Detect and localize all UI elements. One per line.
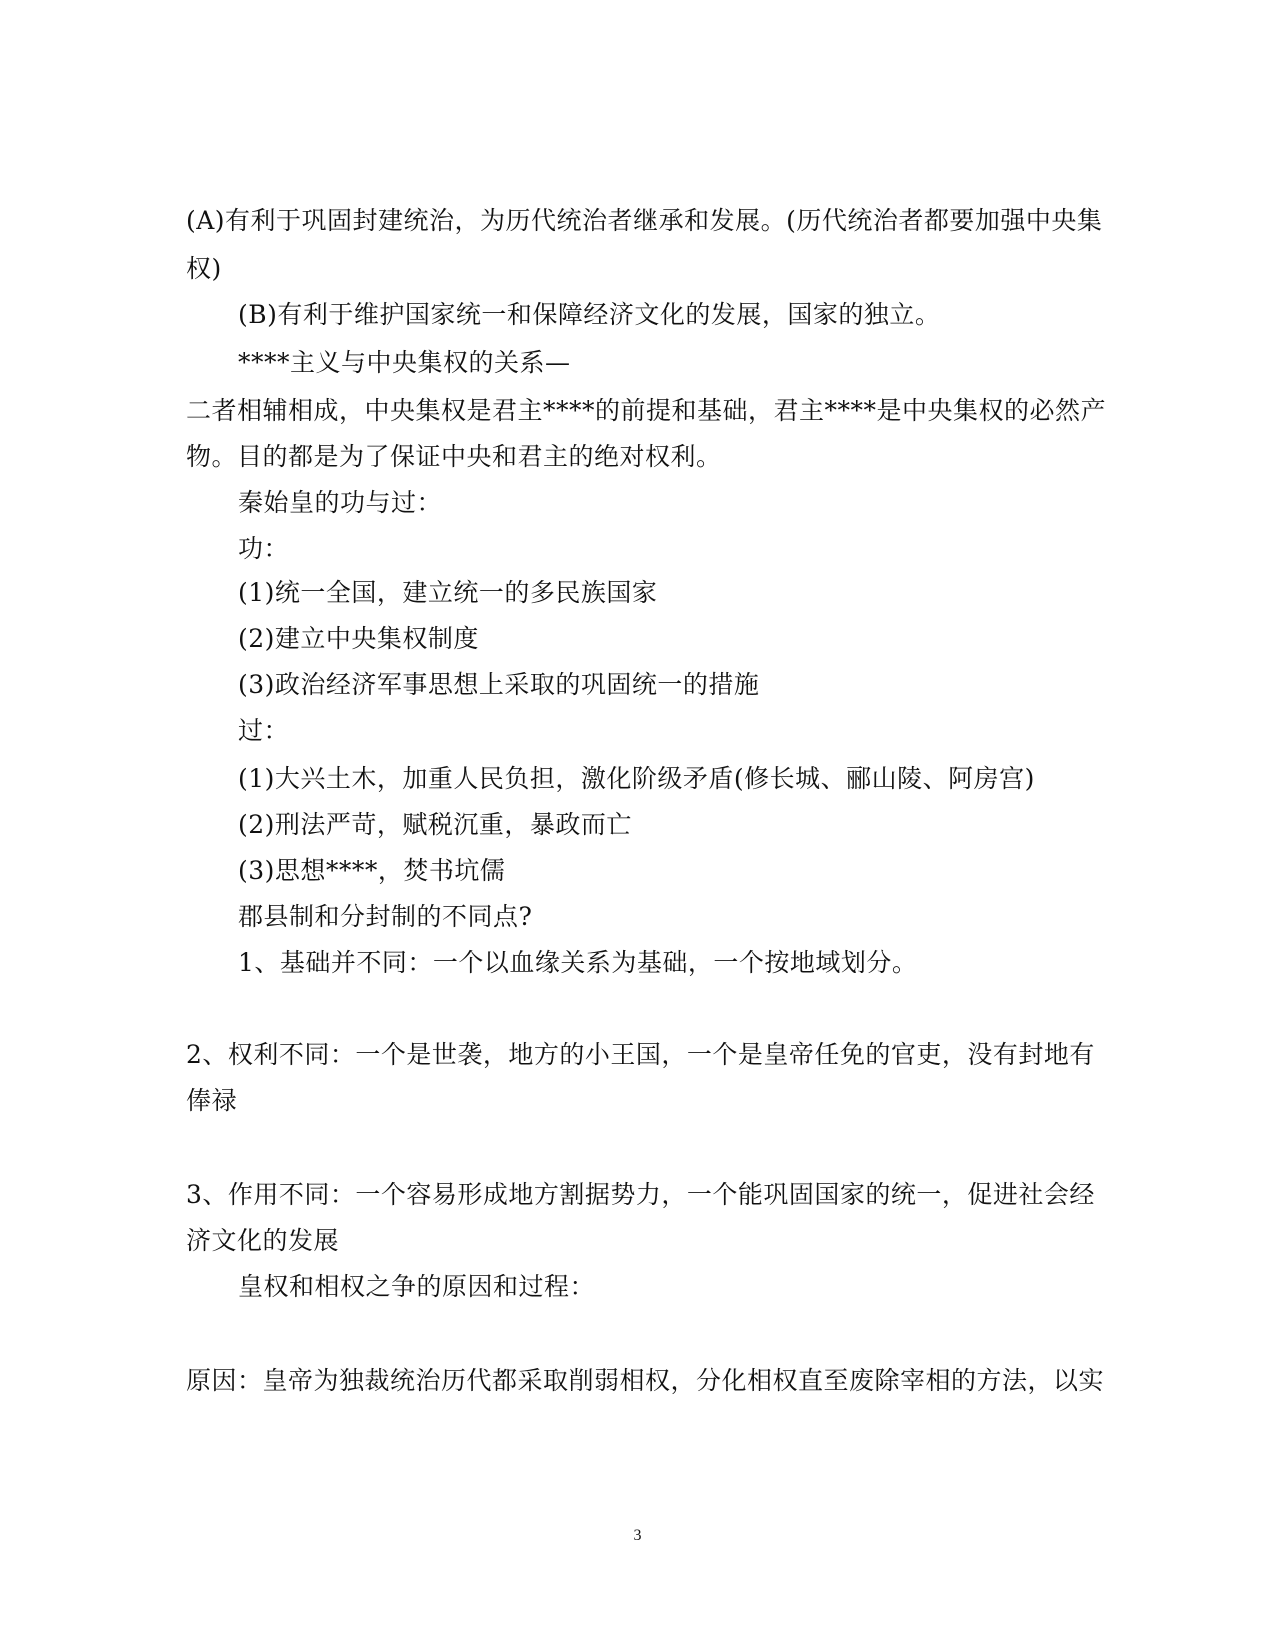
- text-line-11: (3)政治经济军事思想上采取的巩固统一的措施: [238, 670, 760, 699]
- text-line-19: 俸禄: [186, 1086, 238, 1115]
- text-line-4: ****主义与中央集权的关系—: [238, 348, 571, 377]
- text-line-3: (B)有利于维护国家统一和保障经济文化的发展，国家的独立。: [238, 300, 941, 329]
- text-line-23: 原因：皇帝为独裁统治历代都采取削弱相权，分化相权直至废除宰相的方法，以实: [186, 1366, 1105, 1395]
- text-line-1: (A)有利于巩固封建统治，为历代统治者继承和发展。(历代统治者都要加强中央集: [186, 206, 1103, 235]
- text-line-17: 1、基础并不同：一个以血缘关系为基础，一个按地域划分。: [238, 948, 918, 977]
- text-line-16: 郡县制和分封制的不同点?: [238, 902, 533, 931]
- text-line-21: 济文化的发展: [186, 1226, 340, 1255]
- text-line-13: (1)大兴土木，加重人民负担，激化阶级矛盾(修长城、郦山陵、阿房宫): [238, 764, 1035, 793]
- text-line-22: 皇权和相权之争的原因和过程：: [238, 1272, 596, 1301]
- text-line-2: 权): [186, 254, 222, 283]
- text-line-12: 过：: [238, 716, 290, 745]
- text-line-9: (1)统一全国，建立统一的多民族国家: [238, 578, 658, 607]
- text-line-18: 2、权利不同：一个是世袭，地方的小王国，一个是皇帝任免的官吏，没有封地有: [186, 1040, 1095, 1069]
- text-line-15: (3)思想****，焚书坑儒: [238, 856, 506, 885]
- text-line-14: (2)刑法严苛，赋税沉重，暴政而亡: [238, 810, 632, 839]
- text-line-7: 秦始皇的功与过：: [238, 488, 443, 517]
- text-line-10: (2)建立中央集权制度: [238, 624, 479, 653]
- text-line-6: 物。目的都是为了保证中央和君主的绝对权利。: [186, 442, 722, 471]
- text-line-8: 功：: [238, 534, 290, 563]
- text-line-5: 二者相辅相成，中央集权是君主****的前提和基础，君主****是中央集权的必然产: [186, 396, 1107, 425]
- text-line-20: 3、作用不同：一个容易形成地方割据势力，一个能巩固国家的统一，促进社会经: [186, 1180, 1095, 1209]
- page-number: 3: [633, 1527, 642, 1544]
